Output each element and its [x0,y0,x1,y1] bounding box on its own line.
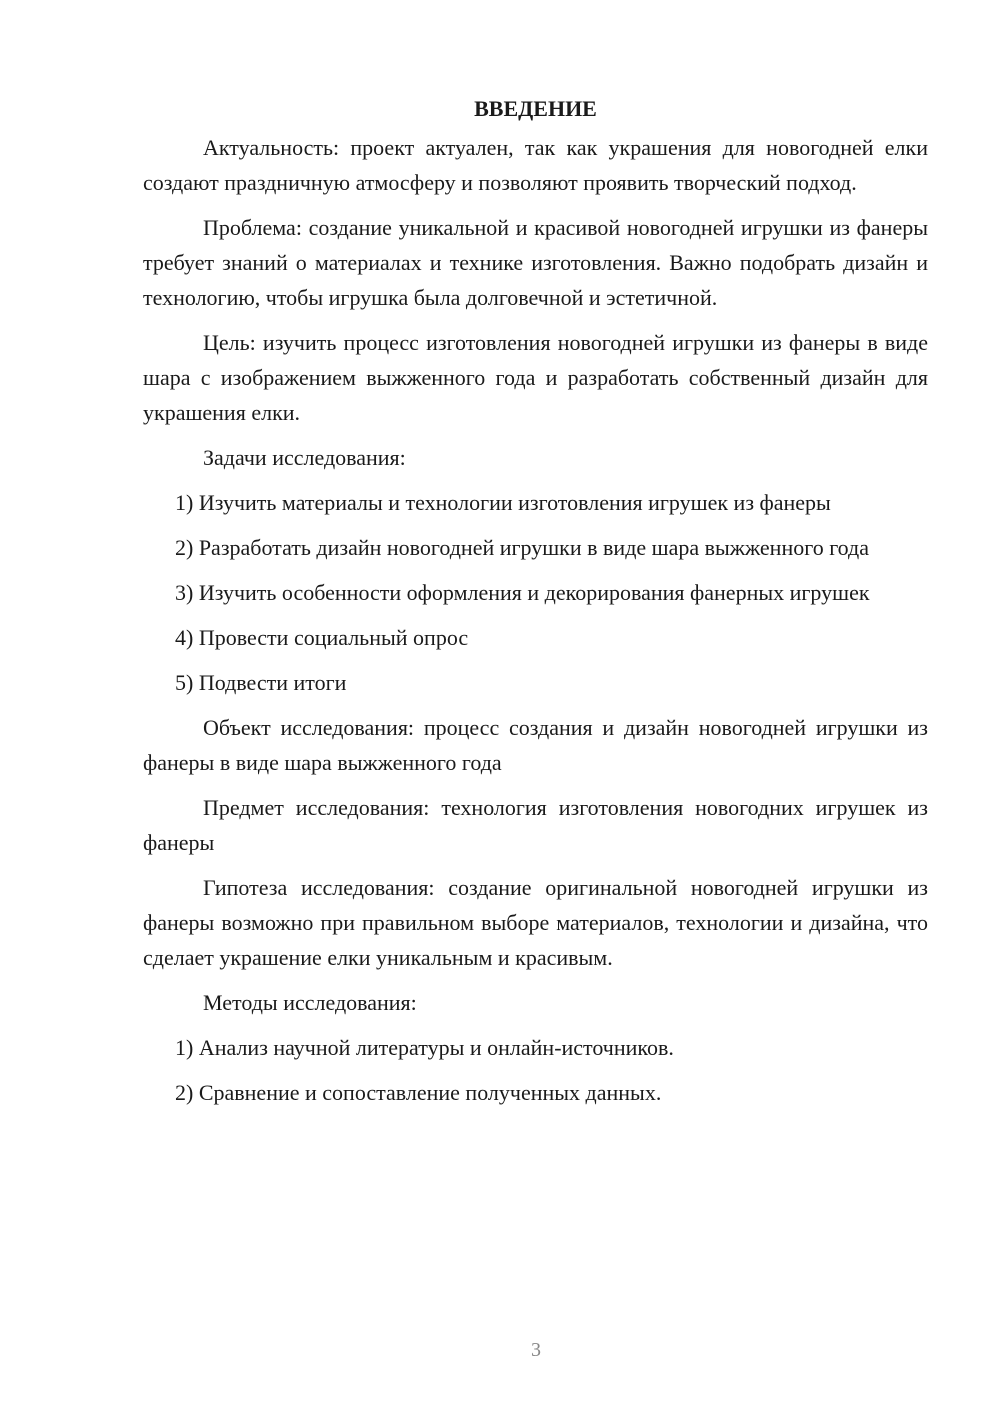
method-item: 1) Анализ научной литературы и онлайн-источников. [175,1035,674,1060]
document-page [143,92,928,1120]
task-item: 1) Изучить материалы и технологии изготовления игрушек из фанеры [175,490,831,515]
task-item: 2) Разработать дизайн новогодней игрушки в виде шара выжженного года [175,535,869,560]
method-item: 2) Сравнение и сопоставление полученных данных. [175,1080,662,1105]
subject-paragraph: Предмет исследования: технология изготовления новогодних игрушек из фанеры [143,795,928,855]
goal-paragraph: Цель: изучить процесс изготовления новогодней игрушки из фанеры в виде шара с изображением выжженного года и разработать собственный дизайн для украшения елки. [143,330,928,425]
page-number: 3 [531,1339,541,1361]
methods-heading: Методы исследования: [203,990,417,1015]
task-item: 4) Провести социальный опрос [175,625,469,650]
tasks-heading: Задачи исследования: [203,445,406,470]
task-item: 3) Изучить особенности оформления и декорирования фанерных игрушек [175,580,870,605]
section-title: ВВЕДЕНИЕ [474,96,597,121]
relevance-paragraph: Актуальность: проект актуален, так как украшения для новогодней елки создают праздничную атмосферу и позволяют проявить творческий подход. [143,135,928,195]
hypothesis-paragraph: Гипотеза исследования: создание оригинальной новогодней игрушки из фанеры возможно при правильном выборе материалов, технологии и дизайна, что сделает украшение елки уникальным и красивым. [143,875,928,970]
object-paragraph: Объект исследования: процесс создания и дизайн новогодней игрушки из фанеры в виде шара выжженного года [143,715,928,775]
problem-paragraph: Проблема: создание уникальной и красивой новогодней игрушки из фанеры требует знаний о материалах и технике изготовления. Важно подобрать дизайн и технологию, чтобы игрушка была долговечной и эстетичной. [143,215,928,310]
task-item: 5) Подвести итоги [175,670,347,695]
